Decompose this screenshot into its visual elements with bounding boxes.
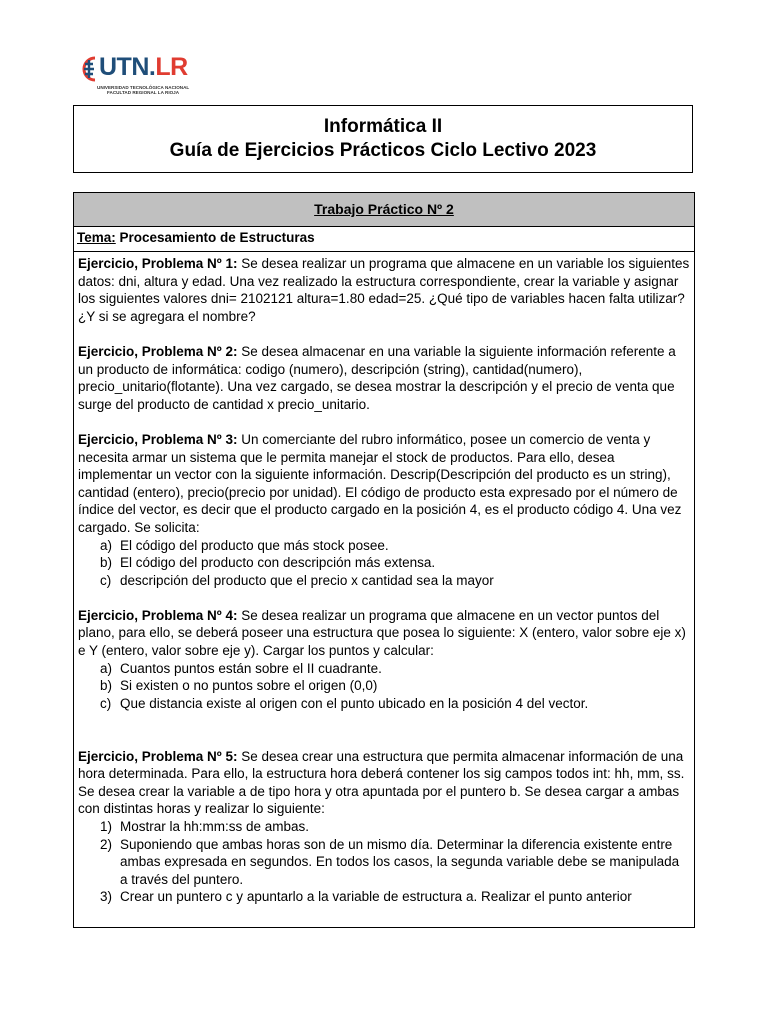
list-item: b) Si existen o no puntos sobre el origen (0,0) bbox=[100, 678, 378, 694]
list-item: a) Cuantos puntos están sobre el II cuadrante. bbox=[100, 660, 382, 676]
logo-wordmark: UTN.LR bbox=[99, 53, 188, 81]
problem-text-continued: Se desea crear la variable a de tipo hora y otra apuntada por el puntero b. Se desea cargar a ambas con distintas horas y realizar lo siguiente: bbox=[78, 783, 680, 817]
list-item: 2) Suponiendo que ambas horas son de un mismo día. Determinar la diferencia existente entre ambas expresada en segundos. En todos los casos, la segunda variable debe se manipulada a través del puntero. bbox=[100, 836, 680, 887]
topic-value: Procesamiento de Estructuras bbox=[115, 230, 315, 245]
utn-emblem-icon bbox=[79, 54, 99, 84]
problem-text: Se desea crear una estructura que permita almacenar información de una hora determinada. Para ello, la estructura hora deberá contener los sig campos todos int: hh, mm, ss. bbox=[78, 748, 685, 782]
problem-5 bbox=[78, 748, 690, 906]
problem-title: Ejercicio, Problema Nº 3: bbox=[78, 431, 238, 447]
list-item: a) El código del producto que más stock posee. bbox=[100, 537, 389, 553]
document-header bbox=[73, 105, 693, 173]
practice-table bbox=[73, 192, 695, 928]
problem-title: Ejercicio, Problema Nº 2: bbox=[78, 343, 238, 359]
logo-faculty-name: FACULTAD REGIONAL LA RIOJA bbox=[107, 90, 180, 95]
list-item: 1) Mostrar la hh:mm:ss de ambas. bbox=[100, 819, 310, 834]
problem-item-list bbox=[78, 537, 690, 590]
logo-university-name: UNIVERSIDAD TECNOLÓGICA NACIONAL bbox=[97, 85, 190, 90]
topic-label: Tema: bbox=[77, 230, 116, 245]
problem-text: Un comerciante del rubro informático, posee un comercio de venta y necesita armar un sistema que le permita manejar el stock de productos. Para ello, desea implementar un vector con la siguiente información. Descrip(Descripción del producto es un string), cantidad (entero), precio(precio por unidad). El código de producto esta expresado por el número de índice del vector, es decir que el producto cargado en la posición 4, es el producto código 4. Una vez cargado. Se solicita: bbox=[78, 431, 682, 535]
problem-2 bbox=[78, 343, 690, 413]
problem-3 bbox=[78, 431, 690, 589]
practice-title: Trabajo Práctico Nº 2 bbox=[74, 193, 694, 227]
problem-title: Ejercicio, Problema Nº 4: bbox=[78, 607, 238, 623]
utn-logo bbox=[79, 52, 219, 100]
problems-content bbox=[74, 252, 694, 906]
list-item: c) Que distancia existe al origen con el punto ubicado en la posición 4 del vector. bbox=[100, 695, 589, 711]
problem-title: Ejercicio, Problema Nº 1: bbox=[78, 256, 238, 271]
problem-1 bbox=[78, 255, 690, 325]
problem-4 bbox=[78, 607, 690, 713]
list-item: c) descripción del producto que el precio x cantidad sea la mayor bbox=[100, 572, 494, 588]
problem-text: Se desea almacenar en una variable la siguiente información referente a un producto de informática: codigo (numero), descripción (string), cantidad(numero), precio_unitario(flotante). Una vez cargado, se desea mostrar la descripción y el precio de venta que surge del producto de cantidad x precio_unitario. bbox=[78, 343, 676, 412]
problem-item-list bbox=[78, 660, 690, 713]
problem-title: Ejercicio, Problema Nº 5: bbox=[78, 748, 238, 764]
course-title: Informática II bbox=[323, 116, 443, 137]
guide-title: Guía de Ejercicios Prácticos Ciclo Lectivo 2023 bbox=[169, 140, 597, 161]
topic-row bbox=[74, 227, 694, 252]
problem-text: Se desea realizar un programa que almacene en un variable los siguientes datos: dni, altura y edad. Una vez realizado la estructura correspondiente, crear la variable y asignar los siguientes valores dni= 2102121 altura=1.80 edad=25. ¿Qué tipo de variables hacen falta utilizar? ¿Y si se agregara el nombre? bbox=[78, 256, 690, 324]
list-item: 3) Crear un puntero c y apuntarlo a la variable de estructura a. Realizar el punto anterior bbox=[100, 889, 632, 905]
list-item: b) El código del producto con descripción más extensa. bbox=[100, 555, 436, 571]
problem-item-list bbox=[78, 818, 690, 906]
problem-text: Se desea realizar un programa que almacene en un vector puntos del plano, para ello, se deberá poseer una estructura que posea lo siguiente: X (entero, valor sobre eje x) e Y (entero, valor sobre eje y). Cargar los puntos y calcular: bbox=[78, 607, 686, 659]
